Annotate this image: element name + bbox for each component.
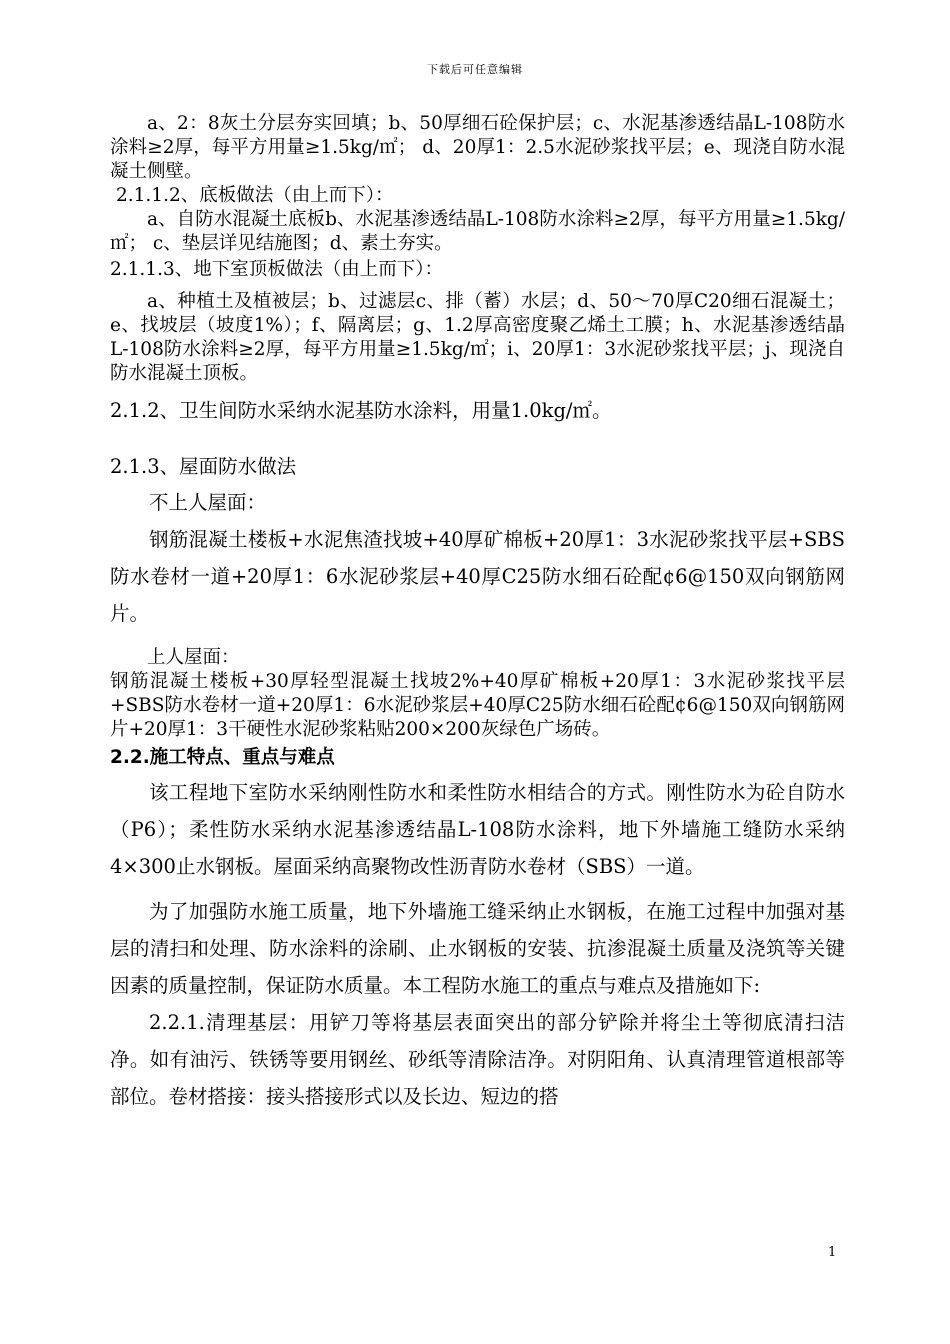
page-number: 1 [828, 1245, 837, 1260]
heading-2-2: 2.2.施工特点、重点与难点 [110, 747, 335, 768]
heading-2-1-1-2: 2.1.1.2、底板做法（由上而下）： [116, 185, 394, 206]
roof1-title: 不上人屋面： [149, 491, 267, 514]
paragraph-wall-method: a、2：8灰土分层夯实回填；b、50厚细石砼保护层；c、水泥基渗透结晶L-108防水涂料≥2厚，每平方用量≥1.5kg/㎡； d、20厚1：2.5水泥砂浆找平层；e、现浇自防水混凝土侧壁。 [110, 113, 845, 182]
heading-2-1-3: 2.1.3、屋面防水做法 [110, 455, 297, 478]
roof1-body: 钢筋混凝土楼板+水泥焦渣找坡+40厚矿棉板+20厚1：3水泥砂浆找平层+SBS防水卷材一道+20厚1：6水泥砂浆层+40厚C25防水细石砼配¢6@150双向钢筋网片。 [110, 528, 845, 625]
paragraph-2-2-1: 2.2.1.清理基层：用铲刀等将基层表面突出的部分铲除并将尘土等彻底清扫洁净。如有油污、铁锈等要用钢丝、砂纸等清除洁净。对阴阳角、认真清理管道根部等部位。卷材搭接：接头搭接形式以及长边、短边的搭 [110, 1011, 845, 1108]
heading-2-1-1-3: 2.1.1.3、地下室顶板做法（由上而下）： [110, 259, 443, 280]
roof2-title: 上人屋面： [147, 647, 240, 668]
heading-2-1-2: 2.1.2、卫生间防水采纳水泥基防水涂料，用量1.0kg/㎡。 [110, 399, 612, 422]
paragraph-2-2-quality: 为了加强防水施工质量，地下外墙施工缝采纳止水钢板，在施工过程中加强对基层的清扫和处理、防水涂料的涂刷、止水钢板的安装、抗渗混凝土质量及浇筑等关键因素的质量控制，保证防水质量。本工程防水施工的重点与难点及措施如下: [110, 900, 845, 997]
roof2-body: 钢筋混凝土楼板+30厚轻型混凝土找坡2%+40厚矿棉板+20厚1：3水泥砂浆找平层+SBS防水卷材一道+20厚1：6水泥砂浆层+40厚C25防水细石砼配¢6@150双向钢筋网片+20厚1：3干硬性水泥砂浆粘贴200×200灰绿色广场砖。 [110, 671, 845, 740]
paragraph-roof-slab-method: a、种植土及植被层；b、过滤层c、排（蓄）水层；d、50～70厚C20细石混凝土； e、找坡层（坡度1%）；f、隔离层；g、1.2厚高密度聚乙烯土工膜；h、水泥基渗透结晶L-108防水涂料≥2厚，每平方用量≥1.5kg/㎡；i、20厚1：3水泥砂浆找平层；j、现浇自防水混凝土顶板。 [110, 291, 845, 384]
paragraph-floor-method: a、自防水混凝土底板b、水泥基渗透结晶L-108防水涂料≥2厚，每平方用量≥1.5kg/㎡； c、垫层详见结施图；d、素土夯实。 [110, 209, 845, 254]
document-body [110, 112, 845, 1115]
paragraph-2-2-intro: 该工程地下室防水采纳刚性防水和柔性防水相结合的方式。刚性防水为砼自防水（P6）；柔性防水采纳水泥基渗透结晶L-108防水涂料，地下外墙施工缝防水采纳4×300止水钢板。屋面采纳高聚物改性沥青防水卷材（SBS）一道。 [110, 781, 845, 878]
page-header: 下载后可任意编辑 [427, 63, 523, 76]
